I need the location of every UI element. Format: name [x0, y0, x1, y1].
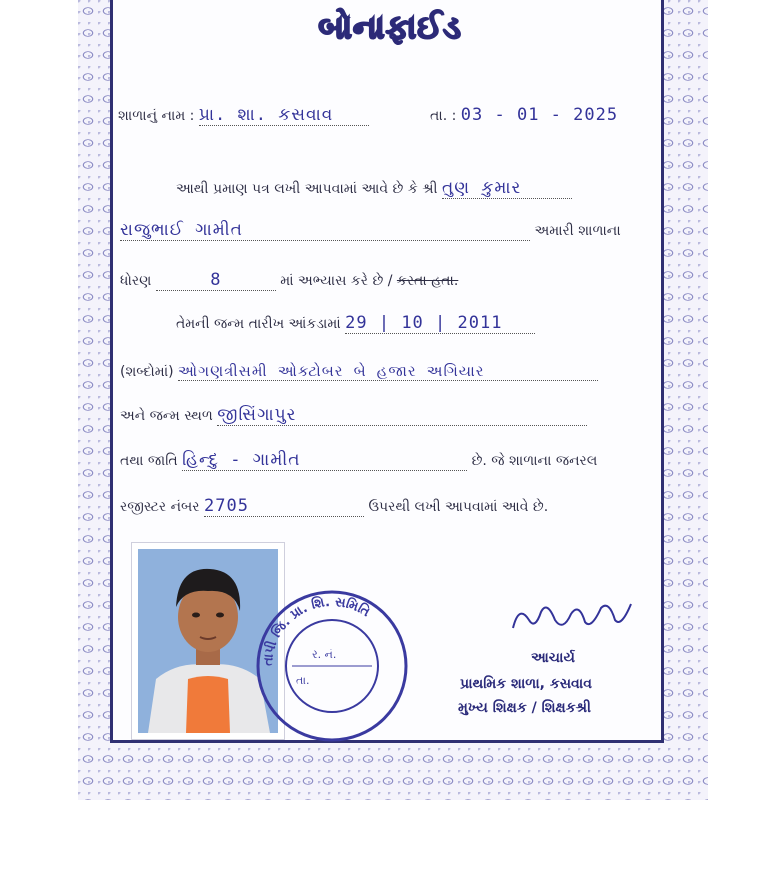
dob-value: 29 | 10 | 2011: [345, 313, 535, 334]
student-name-first: તુણ કુમાર: [442, 178, 572, 199]
dob-row: [176, 313, 535, 334]
register-value: 2705: [204, 496, 364, 517]
school-stamp: [252, 586, 412, 746]
our-school-text: અમારી શાળાના: [534, 223, 621, 239]
student-name-row: [120, 220, 621, 241]
date-row: [430, 105, 618, 125]
standard-row: [120, 270, 458, 291]
intro-row: [176, 178, 572, 199]
general-text: છે. જે શાળાના જનરલ: [471, 453, 598, 469]
caste-label: તથા જાતિ: [120, 453, 178, 469]
given-text: ઉપરથી લખી આપવામાં આવે છે.: [368, 499, 549, 515]
stamp-line2: તા.: [296, 674, 310, 687]
studying-text: માં અભ્યાસ કરે છે /: [280, 273, 393, 289]
school-name-row: [118, 105, 369, 126]
birthplace-value: જીસિંગાપુર: [217, 405, 587, 426]
date-label: તા. :: [430, 108, 457, 124]
caste-row: [120, 450, 597, 471]
caste-value: હિન્દુ - ગામીત: [182, 450, 467, 471]
dob-label: તેમની જન્મ તારીખ આંકડામાં: [176, 316, 341, 332]
intro-text: આથી પ્રમાણ પત્ર લખી આપવામાં આવે છે કે શ્રી: [176, 181, 438, 197]
words-label: (શબ્દોમાં): [120, 364, 174, 380]
principal-signature: [505, 590, 645, 640]
birthplace-row: [120, 405, 587, 426]
date-value: 03 - 01 - 2025: [460, 105, 619, 125]
dob-words-value: ઓગણત્રીસમી ઓક્ટોબર બે હજાર અગિયાર: [178, 362, 598, 381]
standard-label: ધોરણ: [120, 273, 152, 289]
register-label: રજીસ્ટર નંબર: [120, 499, 200, 515]
certificate-title: બોનાફાઈડ: [318, 8, 462, 46]
school-name-value: પ્રા. શા. કસવાવ: [199, 105, 369, 126]
dob-words-row: [120, 362, 598, 381]
birthplace-label: અને જન્મ સ્થળ: [120, 408, 213, 424]
register-row: [120, 496, 548, 517]
school-name-label: શાળાનું નામ :: [118, 108, 195, 124]
stamp-school-line: પ્રાથમિક શાળા, કસવાવ: [460, 676, 592, 692]
stamp-line1: ર. નં.: [312, 648, 337, 661]
student-name-rest: રાજુભાઈ ગામીત: [120, 220, 530, 241]
studied-strike: કરતા હતા.: [396, 273, 459, 289]
standard-value: 8: [156, 270, 276, 291]
stamp-role-line: મુખ્ય શિક્ષક / શિક્ષકશ્રી: [458, 700, 592, 716]
stamp-ring-text: તાપી જિ. પ્રા. શિ. સમિતિ: [260, 594, 373, 667]
principal-title: આચાર્ય: [531, 650, 575, 666]
